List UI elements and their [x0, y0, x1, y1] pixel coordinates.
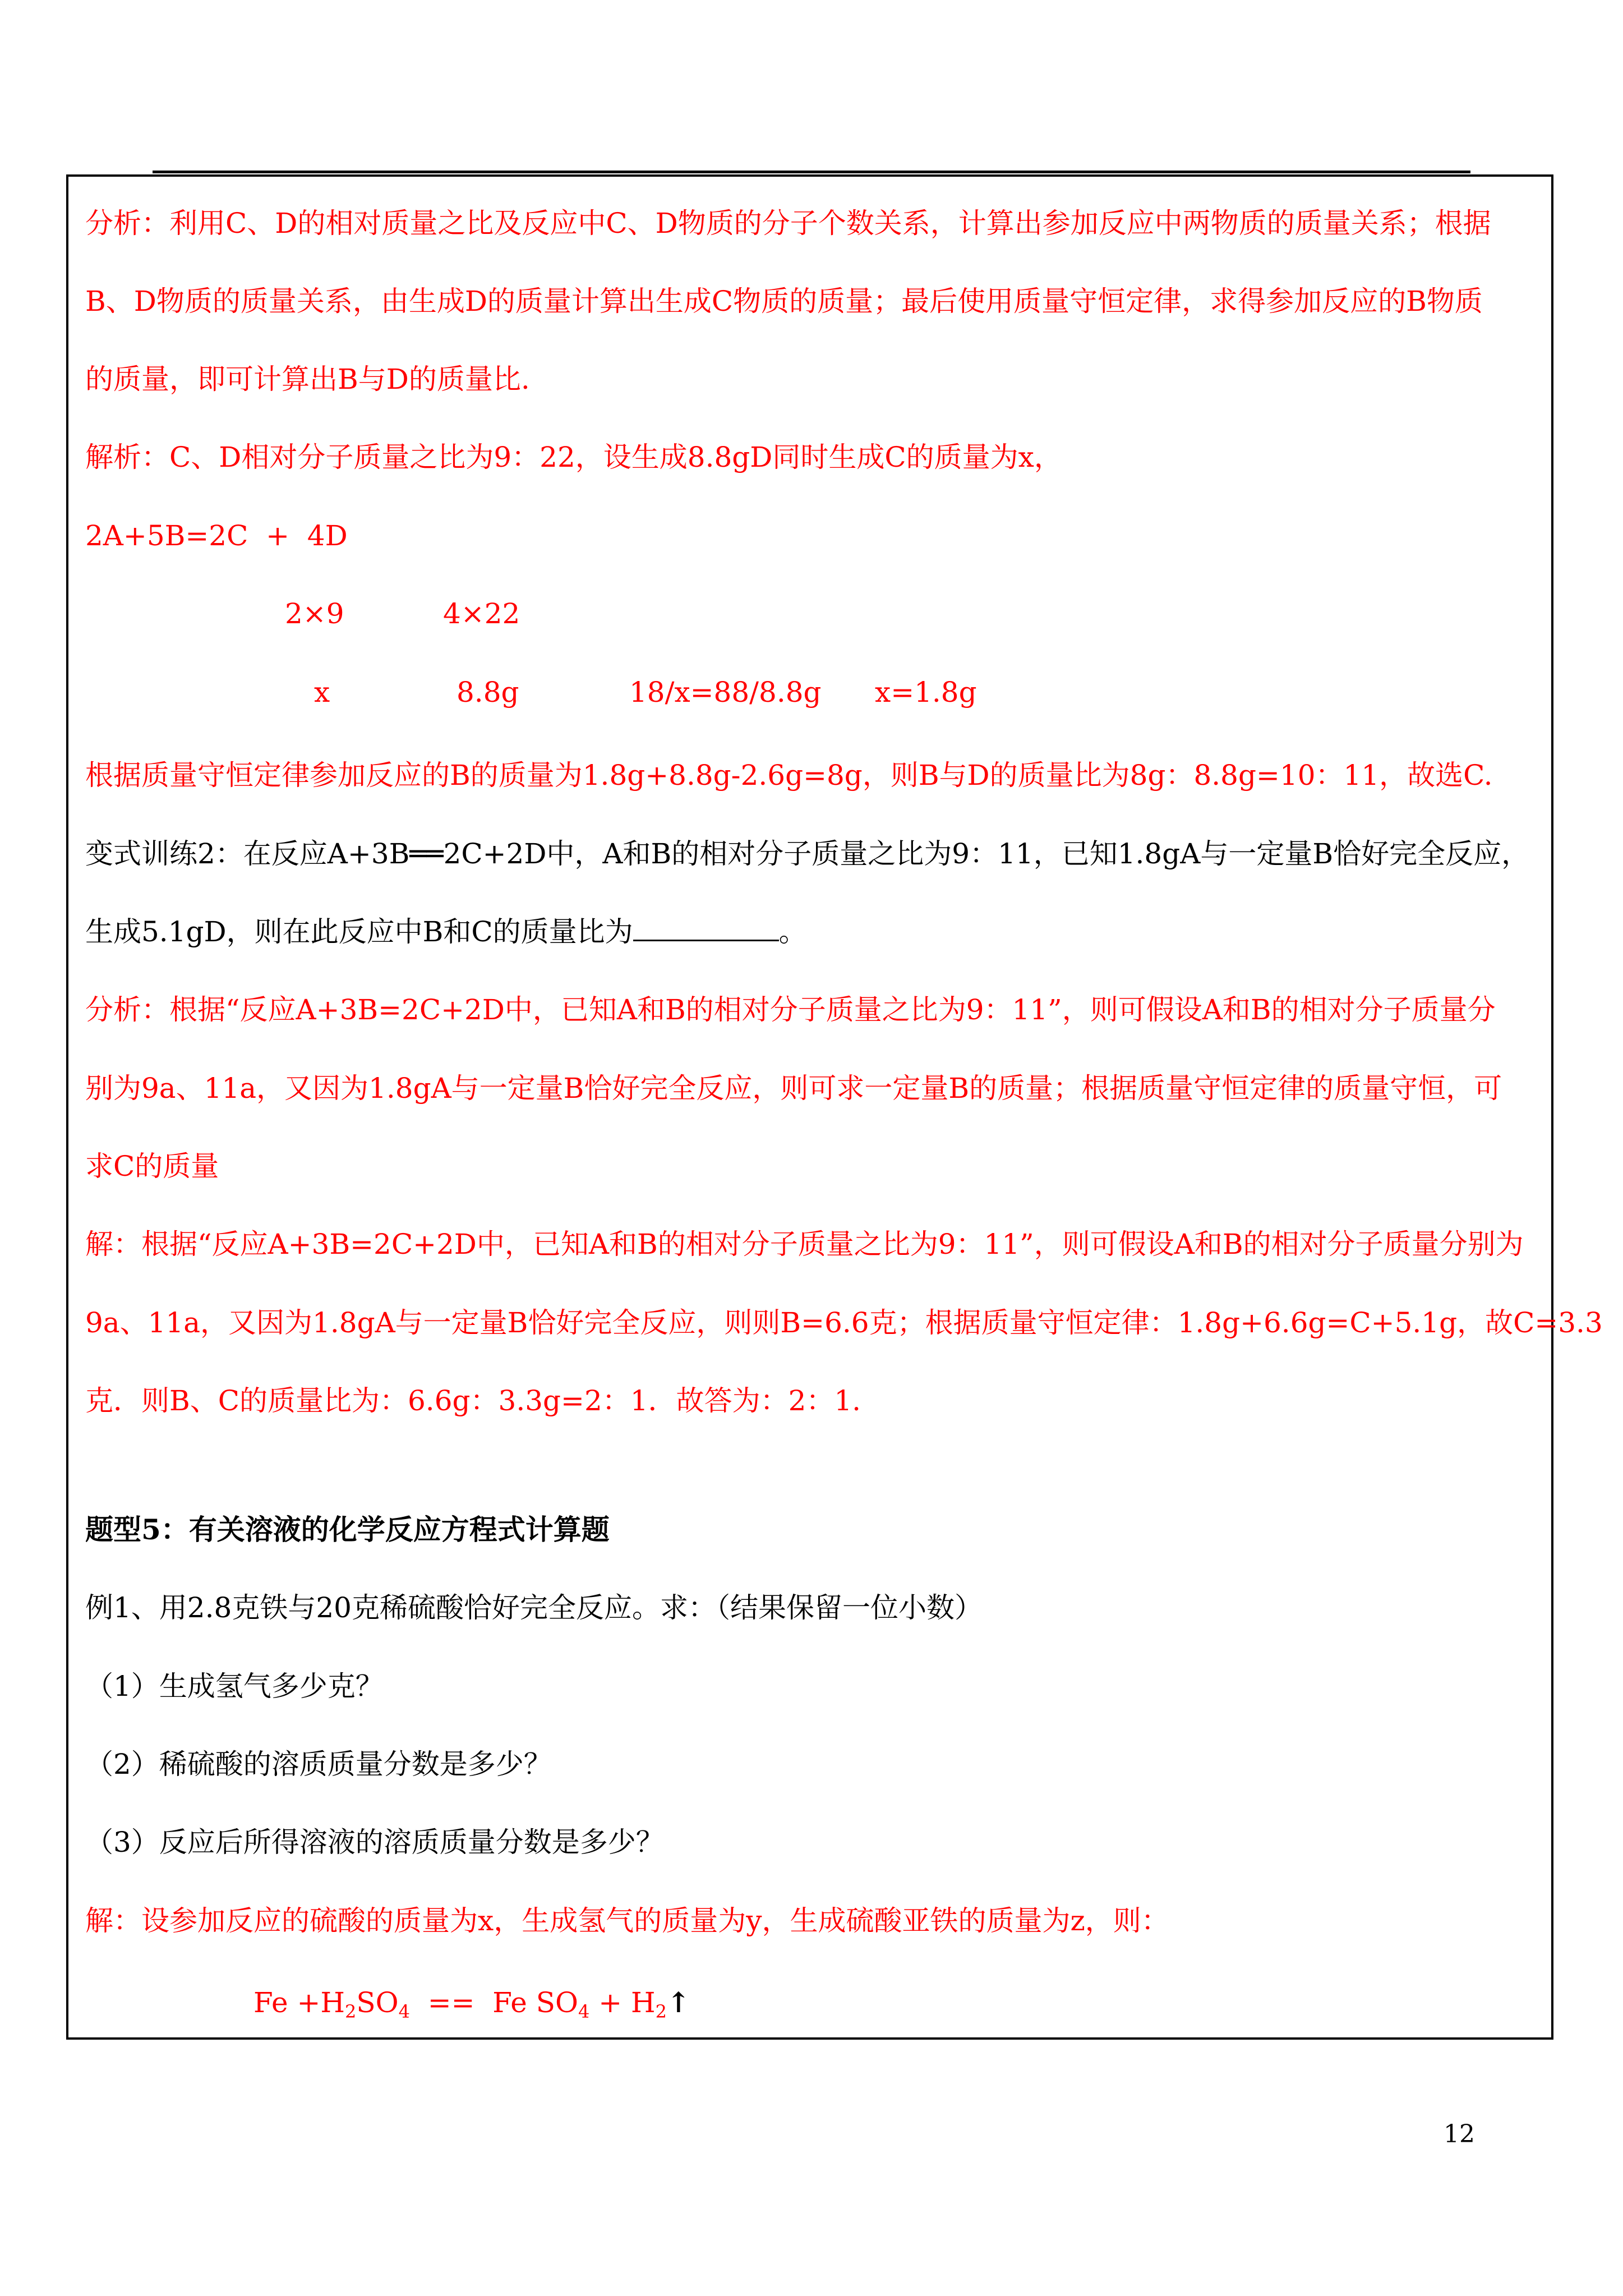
variant-analysis-line-3: 求C的质量 — [85, 1150, 219, 1182]
variant-solution-line-2: 9a、11a，又因为1.8gA与一定量B恰好完全反应，则则B=6.6克；根据质量守恒定律：1.8g+6.6g=C+5.1g，故C=3.3 — [85, 1306, 1603, 1339]
variant-analysis-line-1: 分析：根据“反应A+3B=2C+2D中，已知A和B的相对分子质量之比为9：11”，则可假设A和B的相对分子质量分 — [85, 993, 1496, 1026]
eq-sub-2: 4 — [398, 2001, 410, 2022]
variant-question-end: 。 — [778, 915, 807, 948]
calc-x: x — [314, 676, 330, 708]
solution-line-1: 解析：C、D相对分子质量之比为9：22，设生成8.8gD同时生成C的质量为x， — [85, 441, 1062, 473]
section-heading: 题型5：有关溶液的化学反应方程式计算题 — [85, 1513, 610, 1546]
equation-line: 2A+5B=2C + 4D — [85, 519, 348, 552]
sub-question-3: （3）反应后所得溶液的溶质质量分数是多少？ — [85, 1826, 664, 1858]
variant-question-text: 生成5.1gD，则在此反应中B和C的质量比为 — [85, 915, 633, 948]
variant-question-line-2 — [85, 915, 807, 949]
example-question: 例1、用2.8克铁与20克稀硫酸恰好完全反应。求：（结果保留一位小数） — [85, 1591, 983, 1624]
gas-arrow-icon: ↑ — [667, 1986, 690, 2019]
variant-analysis-line-2: 别为9a、11a，又因为1.8gA与一定量B恰好完全反应，则可求一定量B的质量；根据质量守恒定律的质量守恒，可 — [85, 1072, 1502, 1105]
eq-part-1: Fe +H — [253, 1986, 345, 2019]
eq-part-2: SO — [356, 1986, 399, 2019]
conclusion-line: 根据质量守恒定律参加反应的B的质量为1.8g+8.8g-2.6g=8g，则B与D的质量比为8g：8.8g=10：11，故选C. — [85, 759, 1493, 792]
variant-solution-line-1: 解：根据“反应A+3B=2C+2D中，已知A和B的相对分子质量之比为9：11”，则可假设A和B的相对分子质量分别为 — [85, 1228, 1524, 1260]
calc-proportion: 18/x=88/8.8g — [629, 676, 822, 708]
eq-sub-1: 2 — [344, 2001, 357, 2022]
analysis-line-2: B、D物质的质量关系，由生成D的质量计算出生成C物质的质量；最后使用质量守恒定律，求得参加反应的B物质 — [85, 285, 1483, 318]
eq-sub-3: 4 — [578, 2001, 590, 2022]
analysis-line-3: 的质量，即可计算出B与D的质量比. — [85, 363, 530, 395]
example-solution-intro: 解：设参加反应的硫酸的质量为x，生成氢气的质量为y，生成硫酸亚铁的质量为z，则： — [85, 1904, 1169, 1937]
ratio-a: 2×9 — [285, 597, 344, 630]
eq-part-4: + H — [589, 1986, 656, 2019]
variant-solution-line-3: 克．则B、C的质量比为：6.6g：3.3g=2：1．故答为：2：1. — [85, 1384, 861, 1417]
sub-question-1: （1）生成氢气多少克？ — [85, 1670, 384, 1703]
eq-sub-4: 2 — [655, 2001, 667, 2022]
variant-question-line-1: 变式训练2：在反应A+3B══2C+2D中，A和B的相对分子质量之比为9：11，已知1.8gA与一定量B恰好完全反应， — [85, 838, 1530, 870]
calc-result: x=1.8g — [875, 676, 977, 708]
reaction-equation — [253, 1986, 690, 2022]
analysis-line-1: 分析：利用C、D的相对质量之比及反应中C、D物质的分子个数关系，计算出参加反应中两物质的质量关系；根据 — [85, 207, 1491, 240]
calc-mass: 8.8g — [457, 676, 519, 708]
answer-blank — [633, 915, 779, 941]
eq-part-3: == Fe SO — [409, 1986, 578, 2019]
page-number: 12 — [1444, 2120, 1475, 2148]
header-rule — [153, 171, 1470, 173]
ratio-b: 4×22 — [443, 597, 520, 630]
sub-question-2: （2）稀硫酸的溶质质量分数是多少？ — [85, 1748, 552, 1780]
